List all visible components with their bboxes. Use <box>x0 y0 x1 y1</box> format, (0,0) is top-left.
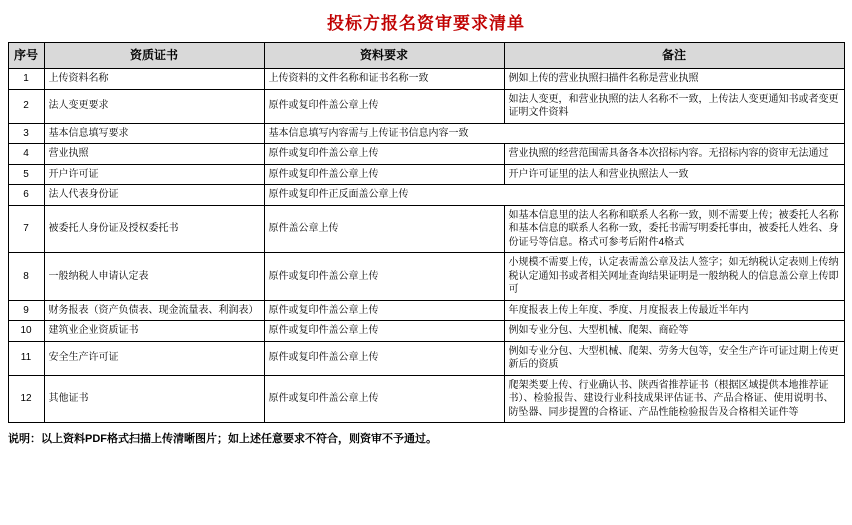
cell-requirement: 基本信息填写内容需与上传证书信息内容一致 <box>264 123 844 144</box>
cell-requirement: 原件或复印件盖公章上传 <box>264 253 504 301</box>
cell-requirement: 原件或复印件盖公章上传 <box>264 321 504 342</box>
cell-no: 9 <box>8 300 44 321</box>
table-row <box>8 144 844 165</box>
cell-certificate: 财务报表（资产负债表、现金流量表、利润表） <box>44 300 264 321</box>
cell-note: 例如专业分包、大型机械、爬架、劳务大包等，安全生产许可证过期上传更新后的资质 <box>504 341 844 375</box>
cell-no: 2 <box>8 89 44 123</box>
cell-note: 开户许可证里的法人和营业执照法人一致 <box>504 164 844 185</box>
page-title: 投标方报名资审要求清单 <box>327 14 525 33</box>
cell-requirement: 原件盖公章上传 <box>264 205 504 253</box>
cell-certificate: 其他证书 <box>44 375 264 423</box>
column-header-cert: 资质证书 <box>44 43 264 69</box>
table-row <box>8 164 844 185</box>
table-row <box>8 123 844 144</box>
table-row <box>8 341 844 375</box>
table-row <box>8 375 844 423</box>
cell-requirement: 原件或复印件盖公章上传 <box>264 375 504 423</box>
cell-note: 营业执照的经营范围需具备各本次招标内容。无招标内容的资审无法通过 <box>504 144 844 165</box>
cell-requirement: 原件或复印件盖公章上传 <box>264 300 504 321</box>
cell-no: 1 <box>8 69 44 90</box>
cell-note: 爬架类要上传、行业确认书、陕西省推荐证书（根据区域提供本地推荐证书）、检验报告、建设行业科技成果评估证书、产品合格证、使用说明书、防坠器、同步提置的合格证、产品性能检验报告及合格相关证件等 <box>504 375 844 423</box>
cell-note: 例如上传的营业执照扫描件名称是营业执照 <box>504 69 844 90</box>
cell-no: 12 <box>8 375 44 423</box>
table-body <box>8 69 844 423</box>
cell-certificate: 法人变更要求 <box>44 89 264 123</box>
cell-note: 如法人变更，和营业执照的法人名称不一致，上传法人变更通知书或者变更证明文件资料 <box>504 89 844 123</box>
cell-requirement: 原件或复印件正反面盖公章上传 <box>264 185 844 206</box>
cell-certificate: 营业执照 <box>44 144 264 165</box>
table-row <box>8 253 844 301</box>
footnote: 说明：以上资料PDF格式扫描上传清晰图片；如上述任意要求不符合，则资审不予通过。 <box>8 433 437 445</box>
cell-certificate: 安全生产许可证 <box>44 341 264 375</box>
cell-requirement: 原件或复印件盖公章上传 <box>264 89 504 123</box>
column-header-note: 备注 <box>504 43 844 69</box>
cell-note: 小规模不需要上传，认定表需盖公章及法人签字；如无纳税认定表则上传纳税认定通知书或者相关网址查询结果证明是一般纳税人的信息盖公章上传即可 <box>504 253 844 301</box>
bottom-spacer <box>0 518 852 525</box>
cell-no: 8 <box>8 253 44 301</box>
cell-certificate: 开户许可证 <box>44 164 264 185</box>
cell-no: 5 <box>8 164 44 185</box>
cell-certificate: 上传资料名称 <box>44 69 264 90</box>
cell-no: 11 <box>8 341 44 375</box>
table-row <box>8 185 844 206</box>
table-header <box>8 43 844 69</box>
table-row <box>8 89 844 123</box>
requirements-table <box>8 42 845 423</box>
cell-requirement: 原件或复印件盖公章上传 <box>264 341 504 375</box>
cell-no: 6 <box>8 185 44 206</box>
cell-certificate: 一般纳税人申请认定表 <box>44 253 264 301</box>
table-row <box>8 205 844 253</box>
table-row <box>8 321 844 342</box>
cell-requirement: 原件或复印件盖公章上传 <box>264 164 504 185</box>
cell-certificate: 被委托人身份证及授权委托书 <box>44 205 264 253</box>
table-row <box>8 69 844 90</box>
column-header-no: 序号 <box>8 43 44 69</box>
table-header-row <box>8 43 844 69</box>
cell-note: 如基本信息里的法人名称和联系人名称一致，则不需要上传；被委托人名称和基本信息的联系人名称一致，委托书需写明委托事由，被委托人姓名、身份证号等信息。格式可参考后附件4格式 <box>504 205 844 253</box>
cell-no: 3 <box>8 123 44 144</box>
cell-certificate: 法人代表身份证 <box>44 185 264 206</box>
cell-note: 例如专业分包、大型机械、爬架、商砼等 <box>504 321 844 342</box>
cell-requirement: 原件或复印件盖公章上传 <box>264 144 504 165</box>
cell-no: 10 <box>8 321 44 342</box>
cell-no: 4 <box>8 144 44 165</box>
column-header-req: 资料要求 <box>264 43 504 69</box>
cell-certificate: 基本信息填写要求 <box>44 123 264 144</box>
cell-requirement: 上传资料的文件名称和证书名称一致 <box>264 69 504 90</box>
table-row <box>8 300 844 321</box>
cell-note: 年度报表上传上年度、季度、月度报表上传最近半年内 <box>504 300 844 321</box>
cell-certificate: 建筑业企业资质证书 <box>44 321 264 342</box>
cell-no: 7 <box>8 205 44 253</box>
